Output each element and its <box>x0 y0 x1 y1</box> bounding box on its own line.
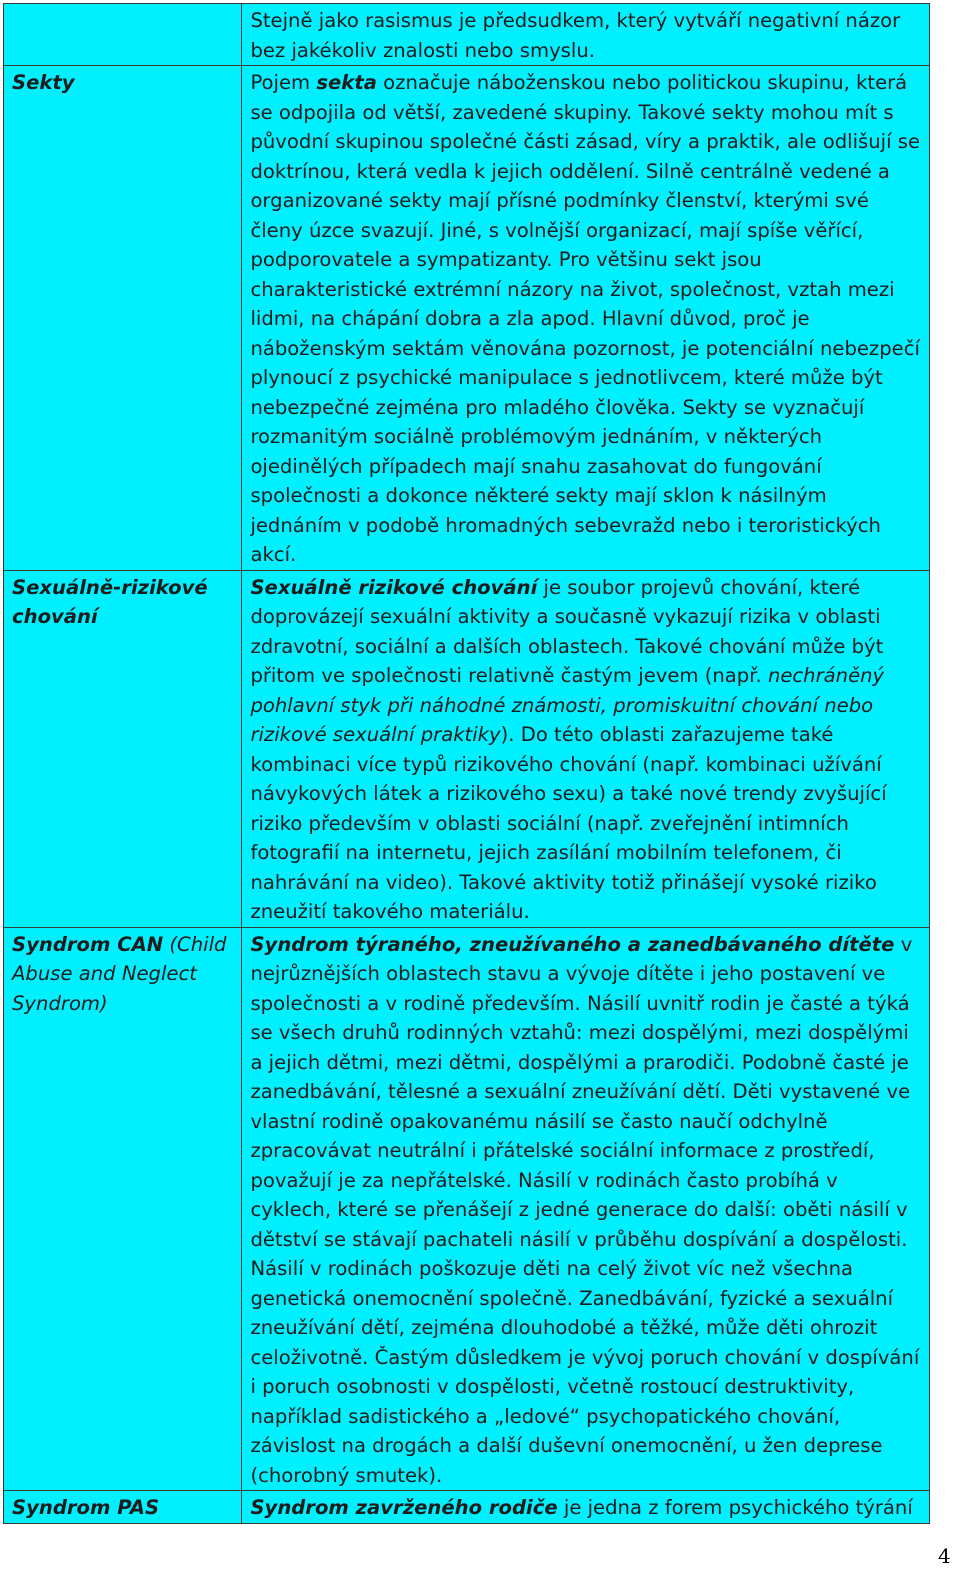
term-cell <box>4 927 242 1491</box>
definition-cell <box>242 927 930 1491</box>
definition-cell <box>242 4 930 66</box>
definition-cell <box>242 1491 930 1524</box>
term-label: Sekty <box>12 71 75 94</box>
content-table <box>3 3 930 1524</box>
definition-text: Stejně jako rasismus je předsudkem, který vytváří negativní názor bez jakékoliv znalosti nebo smyslu. <box>250 9 901 62</box>
definition-text: v nejrůznějších oblastech stavu a vývoje dítěte i jeho postavení ve společnosti a v rodině především. Násilí uvnitř rodin je časté a týká se všech druhů rodinných vztahů: mezi dospělými, mezi dospělými a jejich dětmi, mezi dětmi, dospělými a prarodiči. Podobně časté je zanedbávání, tělesné a sexuální zneužívání dětí. Děti vystavené ve vlastní rodině opakovanému násilí se často naučí odchylně zpracovávat neutrální i přátelské sociální informace z prostředí, považují je za nepřátelské. Násilí v rodinách často probíhá v cyklech, které se přenášejí z jedné generace do další: oběti násilí v dětství se stávají pachateli násilí v průběhu dospívání a dospělosti. Násilí v rodinách poškozuje děti na celý život víc než všechna genetická onemocnění společně. Zanedbávání, fyzické a sexuální zneužívání dětí, zejména dlouhodobé a těžké, může děti ohrozit celoživotně. Častým důsledkem je vývoj poruch chování v dospívání i poruch osobnosti v dospělosti, včetně rostoucí destruktivity, například sadistického a „ledové“ psychopatického chování, závislost na drogách a další duševní onemocnění, u žen deprese (chorobný smutek). <box>250 932 920 1487</box>
table-row <box>4 4 930 66</box>
term-cell <box>4 1491 242 1524</box>
table-row <box>4 570 930 927</box>
term-label: Sexuálně-rizikové chování <box>12 575 208 628</box>
definition-text: Pojem <box>250 71 317 94</box>
definition-cell <box>242 66 930 571</box>
definition-text: je soubor projevů chování, které doprovázejí sexuální aktivity a současně vykazují rizika v oblasti zdravotní, sociální a dalších oblastech. Takové chování může být přitom ve společnosti relativně častým jevem (např. <box>250 575 884 687</box>
term-label: Syndrom CAN <box>12 932 164 956</box>
definition-term: Syndrom zavrženého rodiče <box>250 1496 558 1519</box>
definition-term: sekta <box>316 71 377 94</box>
definition-term: Sexuálně rizikové chování <box>250 575 538 599</box>
definition-text: označuje náboženskou nebo politickou skupinu, která se odpojila od větší, zavedené skupiny. Takové sekty mohou mít s původní skupinou společné části zásad, víry a praktik, ale odlišují se doktrínou, která vedla k jejich oddělení. Silně centrálně vedené a organizované sekty mají přísné podmínky členství, kterými své členy úzce svazují. Jiné, s volnější organizací, mají spíše věřící, podporovatele a sympatizanty. Pro většinu sekt jsou charakteristické extrémní názory na život, společnost, vztah mezi lidmi, na chápání dobra a zla apod. Hlavní důvod, proč je náboženským sektám věnována pozornost, je potenciální nebezpečí plynoucí z psychické manipulace s jednotlivcem, které může být nebezpečné zejména pro mladého člověka. Sekty se vyznačují rozmanitým sociálně problémovým jednáním, v některých ojedinělých případech mají snahu zasahovat do fungování společnosti a dokonce některé sekty mají sklon k násilným jednáním v podobě hromadných sebevražd nebo i teroristických akcí. <box>250 71 921 566</box>
term-cell <box>4 66 242 571</box>
table-row <box>4 1491 930 1524</box>
table-row <box>4 66 930 571</box>
definition-text: ). Do této oblasti zařazujeme také kombinaci více typů rizikového chování (např. kombinaci užívání návykových látek a rizikového sexu) a také nové trendy zvyšující riziko především v oblasti sociální (např. zveřejnění intimních fotografií na internetu, jejich zasílání mobilním telefonem, či nahrávání na video). Takové aktivity totiž přinášejí vysoké riziko zneužití takového materiálu. <box>250 723 887 923</box>
definition-text: je jedna z forem psychického týrání <box>557 1496 913 1519</box>
definition-italic: nechráněný pohlavní styk při náhodné známosti, promiskuitní chování nebo rizikové sexuální praktiky <box>250 664 885 746</box>
table-row <box>4 927 930 1491</box>
definition-cell <box>242 570 930 927</box>
term-sublabel: (Child Abuse and Neglect Syndrom) <box>12 932 227 1015</box>
term-cell <box>4 570 242 927</box>
term-cell <box>4 4 242 66</box>
term-label: Syndrom PAS <box>12 1496 160 1519</box>
page-number: 4 <box>938 1544 951 1568</box>
definition-term: Syndrom týraného, zneužívaného a zanedbávaného dítěte <box>250 932 895 956</box>
